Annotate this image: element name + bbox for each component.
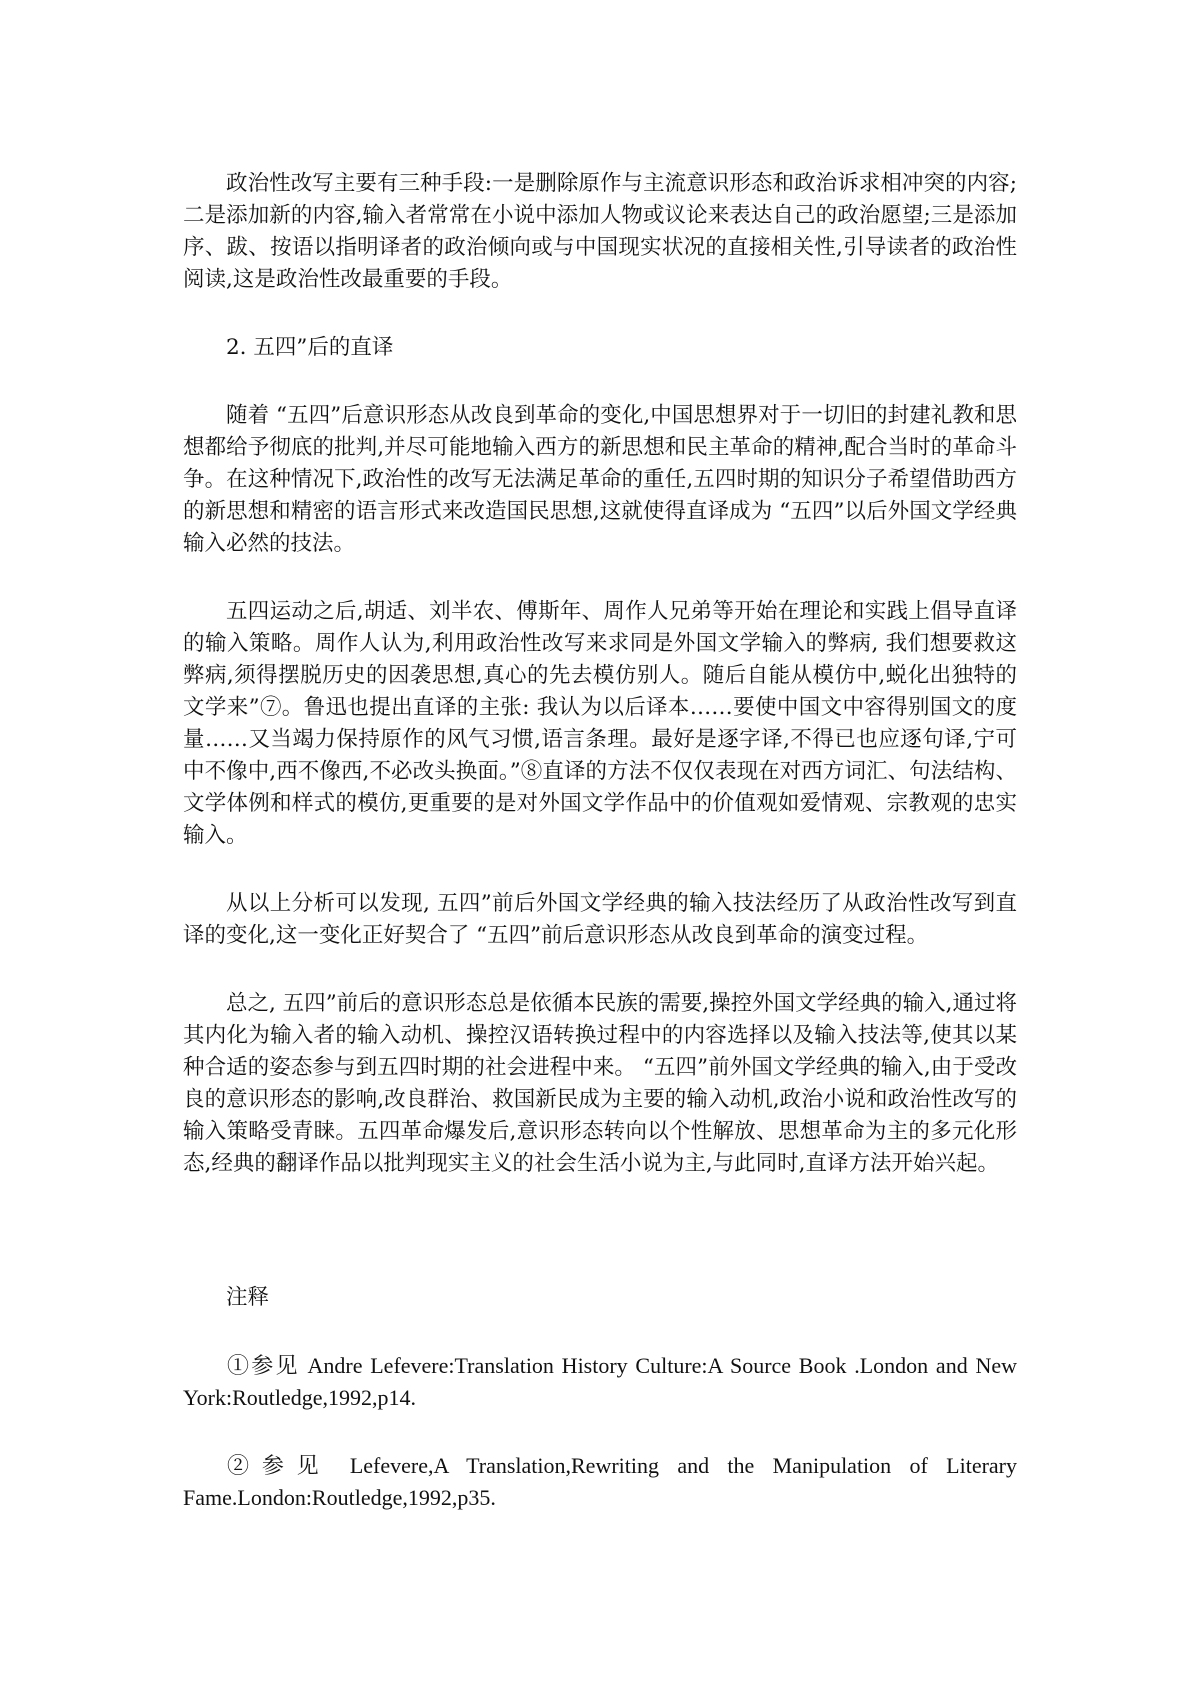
paragraph-conclusion: 总之, 五四”前后的意识形态总是依循本民族的需要,操控外国文学经典的输入,通过将其内化为输入者的输入动机、操控汉语转换过程中的内容选择以及输入技法等,使其以某种合适的姿态参与到五四时期的社会进程中来。 “五四”前外国文学经典的输入,由于受改良的意识形态的影响,改良群治、救国新民成为主要的输入动机,政治小说和政治性改写的输入策略受青睐。五四革命爆发后,意识形态转向以个性解放、思想革命为主的多元化形态,经典的翻译作品以批判现实主义的社会生活小说为主,与此同时,直译方法开始兴起。: [183, 991, 1017, 1176]
paragraph-political-rewriting: 政治性改写主要有三种手段:一是删除原作与主流意识形态和政治诉求相冲突的内容;二是添加新的内容,输入者常常在小说中添加人物或议论来表达自己的政治愿望;三是添加序、跋、按语以指明译者的政治倾向或与中国现实状况的直接相关性,引导读者的政治性阅读,这是政治性改最重要的手段。: [183, 171, 1017, 292]
footnote-2: ②参见 Lefevere,A Translation,Rewriting and the Manipulation of Literary Fame.London:Routledge,1992,p35.: [183, 1453, 1017, 1510]
notes-heading: 注释: [226, 1285, 270, 1310]
section-heading-literal-translation: 2. 五四”后的直译: [226, 335, 394, 360]
paragraph-analysis: 从以上分析可以发现, 五四”前后外国文学经典的输入技法经历了从政治性改写到直译的变化,这一变化正好契合了 “五四”前后意识形态从改良到革命的演变过程。: [183, 891, 1017, 948]
document-page: [183, 168, 1017, 1550]
footnote-1: ①参见 Andre Lefevere:Translation History Culture:A Source Book .London and New York:Routledge,1992,p14.: [183, 1353, 1017, 1410]
paragraph-ideology-change: 随着 “五四”后意识形态从改良到革命的变化,中国思想界对于一切旧的封建礼教和思想都给予彻底的批判,并尽可能地输入西方的新思想和民主革命的精神,配合当时的革命斗争。在这种情况下,政治性的改写无法满足革命的重任,五四时期的知识分子希望借助西方的新思想和精密的语言形式来改造国民思想,这就使得直译成为 “五四”以后外国文学经典输入必然的技法。: [183, 403, 1017, 556]
paragraph-literal-translation-advocates: 五四运动之后,胡适、刘半农、傅斯年、周作人兄弟等开始在理论和实践上倡导直译的输入策略。周作人认为,利用政治性改写来求同是外国文学输入的弊病, 我们想要救这弊病,须得摆脱历史的因袭思想,真心的先去模仿别人。随后自能从模仿中,蜕化出独特的文学来”⑦。鲁迅也提出直译的主张: 我认为以后译本……要使中国文中容得别国文的度量……又当竭力保持原作的风气习惯,语言条理。最好是逐字译,不得已也应逐句译,宁可中不像中,西不像西,不必改头换面。”⑧直译的方法不仅仅表现在对西方词汇、句法结构、文学体例和样式的模仿,更重要的是对外国文学作品中的价值观如爱情观、宗教观的忠实输入。: [183, 599, 1017, 848]
section-spacer: [183, 1216, 1017, 1282]
